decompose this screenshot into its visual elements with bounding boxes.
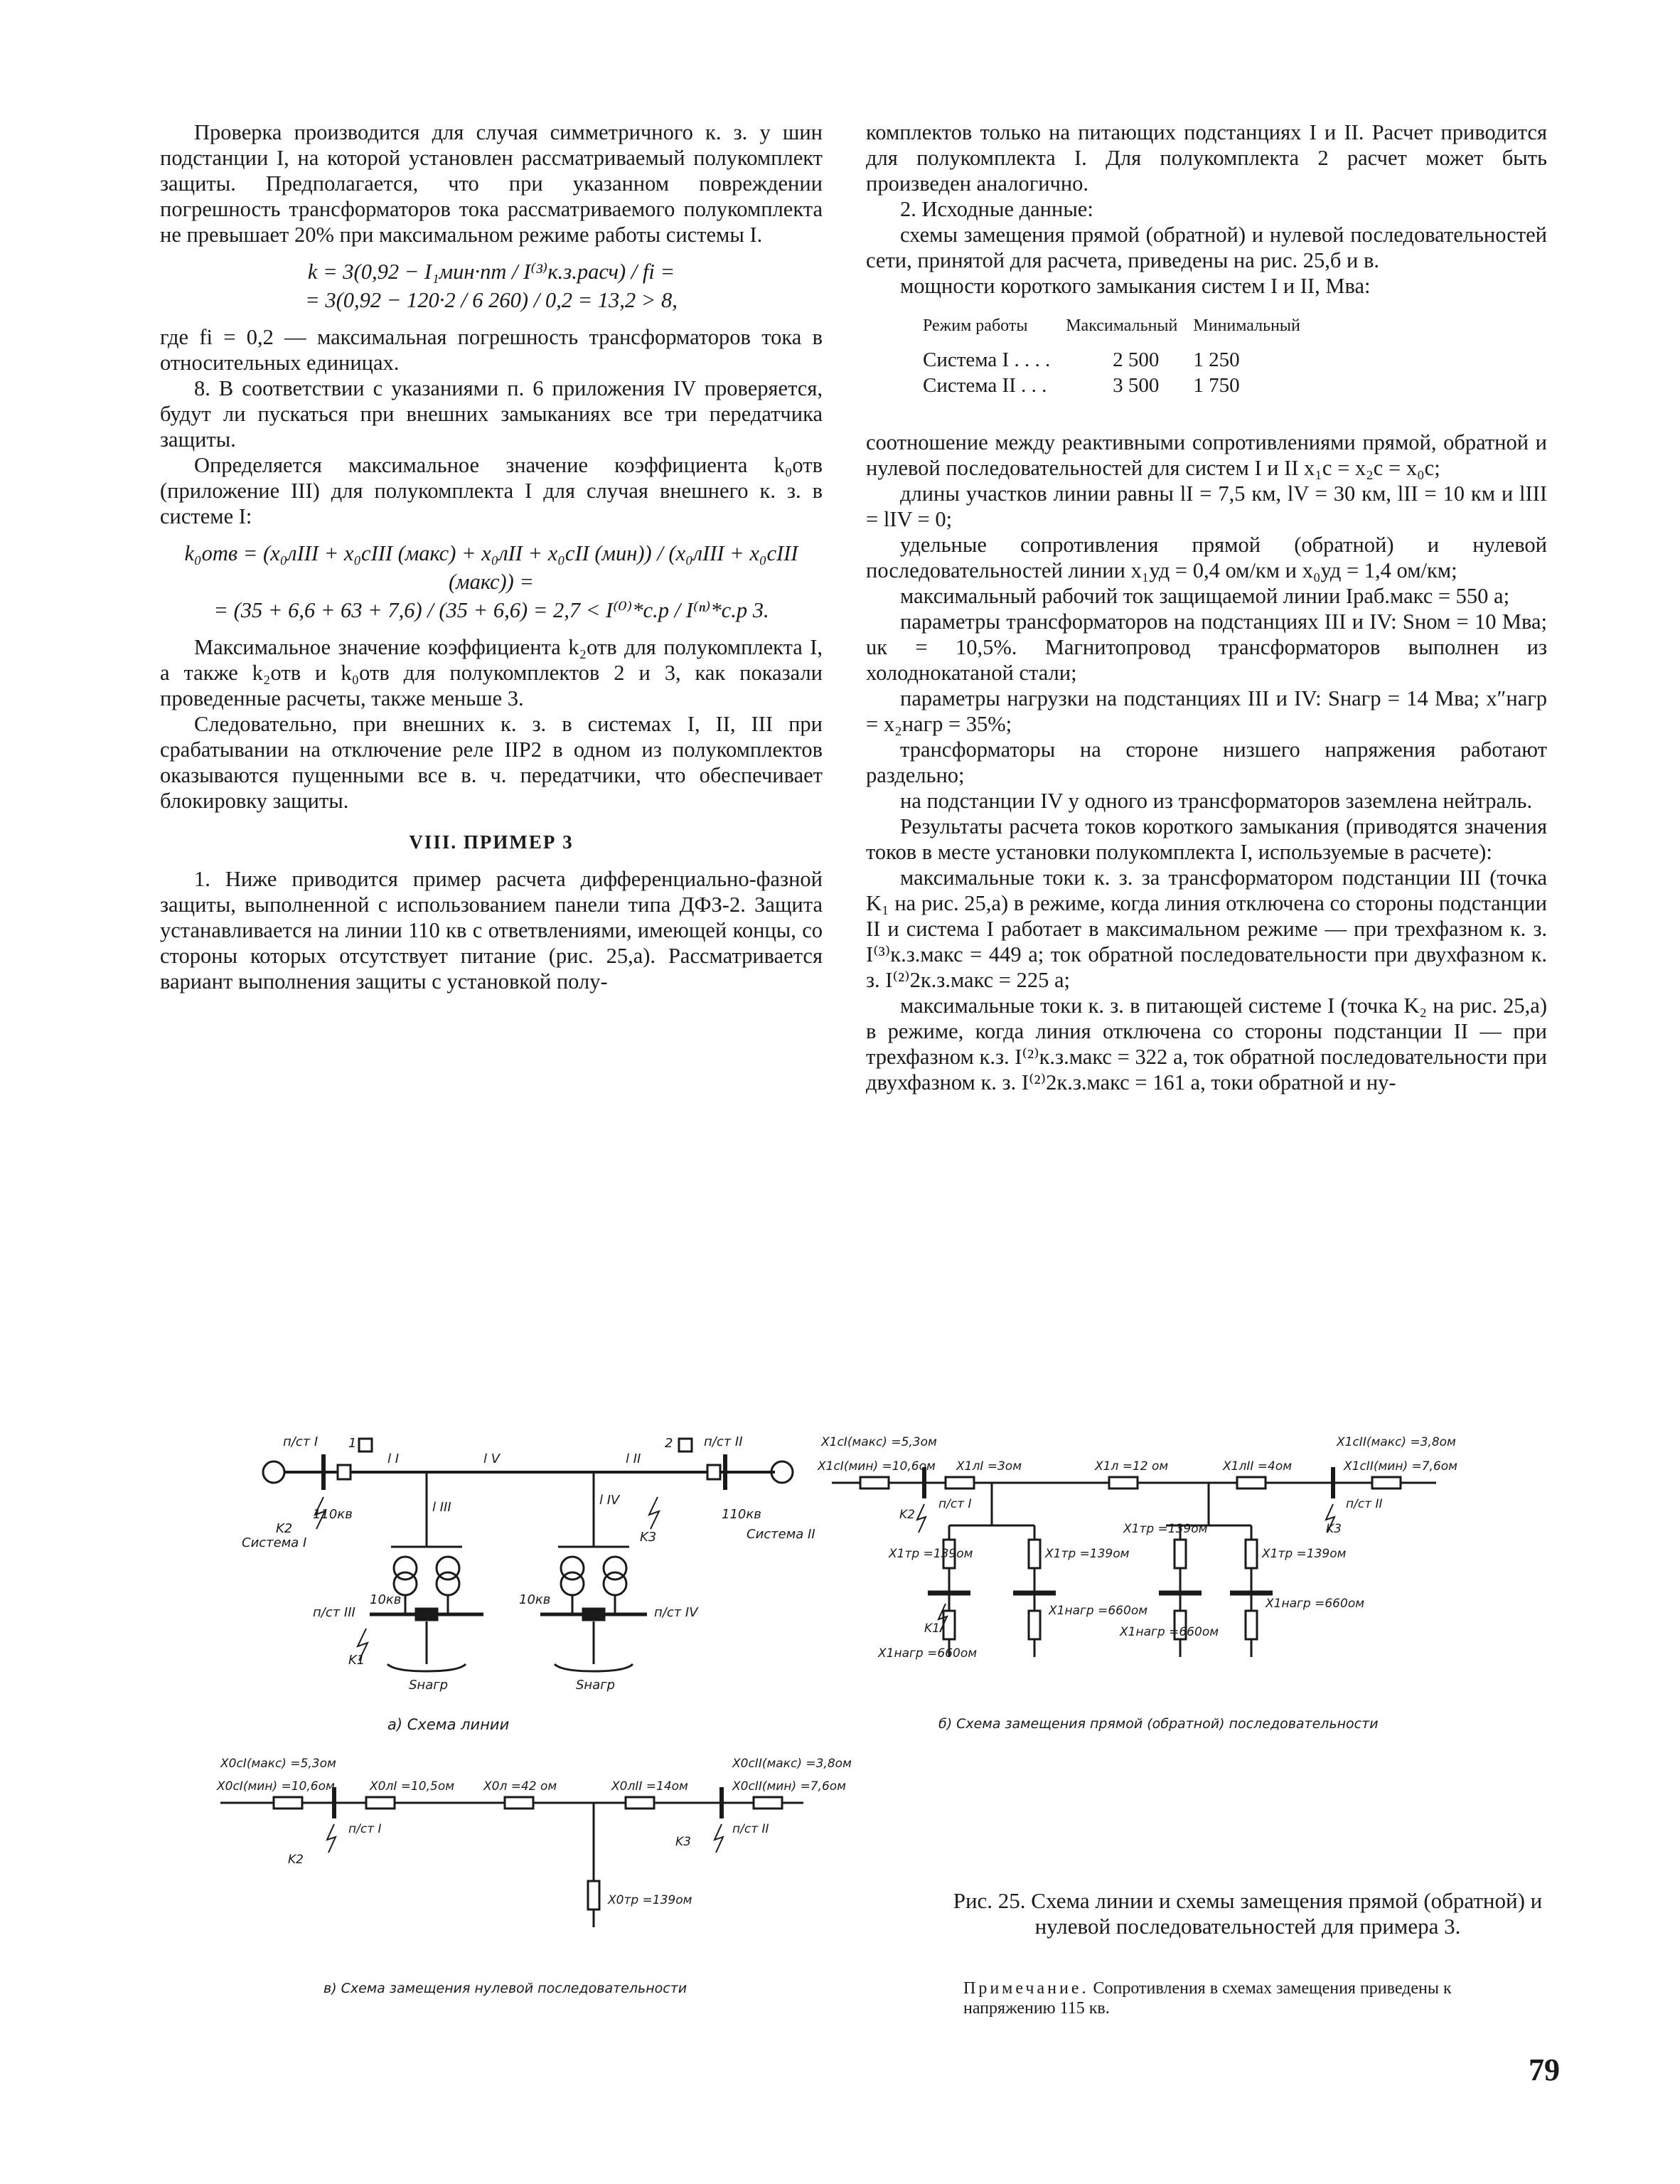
label-xtr: X1тр =139ом xyxy=(1045,1547,1130,1561)
label-k3: K3 xyxy=(1326,1522,1342,1536)
label-l2: l II xyxy=(626,1451,641,1466)
figure-label-c: в) Схема замещения нулевой последовательности xyxy=(323,1981,687,1996)
fault-arrow-k3 xyxy=(649,1497,659,1529)
section-switch-icon xyxy=(416,1609,437,1620)
page-number: 79 xyxy=(1529,2052,1560,2087)
paragraph: максимальные токи к. з. в питающей системе I (точка K₂ на рис. 25,а) в режиме, когда линия отключена со стороны подстанции II — при трехфазном к.з. I⁽²⁾к.з.макс = 322 а, ток обратной последовательности при двухфазном к. з. I⁽²⁾2к.з.макс = 161 а, токи обратной и ну- xyxy=(866,994,1547,1094)
paragraph: параметры трансформаторов на подстанциях III и IV: Sном = 10 Мва; uк = 10,5%. Магнитопровод трансформаторов выполнен из холоднокатаной стали; xyxy=(866,609,1547,685)
ct-icon xyxy=(338,1465,351,1479)
label-k1: K1 xyxy=(348,1653,365,1668)
relay-icon xyxy=(359,1439,372,1451)
paragraph: длины участков линии равны lI = 7,5 км, lV = 30 км, lII = 10 км и lIII = lIV = 0; xyxy=(866,481,1547,531)
label-ps1: п/ст I xyxy=(283,1434,319,1449)
figure-caption: Рис. 25. Схема линии и схемы замещения прямой (обратной) и нулевой последовательностей для примера 3. xyxy=(953,1888,1543,1939)
label-x1l1: X1лI =3ом xyxy=(956,1459,1022,1474)
label-xtr: X1тр =139ом xyxy=(1262,1547,1347,1561)
table-cell: 1 750 xyxy=(1193,374,1240,397)
label-x1c2max: X1cII(макс) =3,8ом xyxy=(1337,1435,1456,1449)
label-10kv: 10кв xyxy=(370,1592,402,1607)
label-l1: l I xyxy=(387,1451,400,1466)
label-ps3: п/ст III xyxy=(313,1605,355,1620)
paragraph: Проверка производится для случая симметричного к. з. у шин подстанции I, на которой установлен рассматриваемый полукомплект защиты. Предполагается, что при указанном повреждении погрешность трансформаторов тока рассматриваемого полукомплекта не превышает 20% при максимальном режиме работы системы I. xyxy=(160,120,823,247)
table-cell: Система II . . . xyxy=(923,374,1047,397)
label-l4: l IV xyxy=(599,1493,620,1508)
label-xload: X1нагр =660ом xyxy=(1120,1625,1219,1639)
label-xload: X1нагр =660ом xyxy=(878,1646,978,1661)
label-l5: l V xyxy=(483,1451,501,1466)
label-x0c2max: X0cII(макс) =3,8ом xyxy=(732,1757,852,1771)
relay-icon xyxy=(679,1439,692,1451)
label-k3: K3 xyxy=(640,1530,657,1545)
label-x1cmax: X1cI(макс) =5,3ом xyxy=(821,1435,937,1449)
paragraph: Максимальное значение коэффициента k₂отв для полукомплекта I, а также k₂отв и k₀отв для полукомплектов 2 и 3, как показали проведенные расчеты, также меньше 3. xyxy=(160,635,823,710)
table-cell: 3 500 xyxy=(1113,374,1160,397)
transformer-icon xyxy=(604,1572,626,1595)
label-x1l2: X1лII =4ом xyxy=(1223,1459,1293,1474)
section-heading: VIII. ПРИМЕР 3 xyxy=(409,831,574,853)
table-cell: 2 500 xyxy=(1113,348,1160,371)
label-xtr: X1тр =139ом xyxy=(889,1547,973,1561)
fault-arrow-k2 xyxy=(327,1824,336,1853)
resistor-icon xyxy=(1372,1477,1401,1488)
ct-icon xyxy=(707,1465,720,1479)
paragraph: на подстанции IV у одного из трансформаторов заземлена нейтраль. xyxy=(900,789,1533,813)
label-ps2: п/ст II xyxy=(1346,1497,1383,1511)
paragraph: максимальные токи к. з. за трансформатором подстанции III (точка K₁ на рис. 25,а) в режиме, когда линия отключена со стороны подстанции II и система I работает в максимальном режиме — при трехфазном к. з. I⁽³⁾к.з.макс = 449 а; ток обратной последовательности при двухфазном к. з. I⁽²⁾2к.з.макс = 225 а; xyxy=(866,865,1547,992)
diagram-a-line-scheme xyxy=(242,1434,815,1693)
formula-line: k = 3(0,92 − I₁мин·nт / I⁽³⁾к.з.расч) / fi = xyxy=(307,260,675,284)
paragraph: параметры нагрузки на подстанциях III и IV: Sнагр = 14 Мва; x″нагр = x₂нагр = 35%; xyxy=(866,686,1547,736)
formula-kotv xyxy=(160,539,823,624)
table-row xyxy=(923,347,1316,373)
resistor-icon xyxy=(754,1797,782,1809)
paragraph: комплектов только на питающих подстанциях I и II. Расчет приводится для полукомплекта I. Для полукомплекта 2 расчет может быть произведен аналогично. xyxy=(866,120,1547,196)
label-x0l: X0л =42 ом xyxy=(483,1779,557,1794)
paragraph: мощности короткого замыкания систем I и II, Мва: xyxy=(900,274,1371,298)
resistor-icon xyxy=(588,1881,599,1909)
paragraph: Следовательно, при внешних к. з. в системах I, II, III при срабатывании на отключение реле IIP2 в одном из полукомплектов оказываются пущенными все в. ч. передатчики, что обеспечивает блокировку защиты. xyxy=(160,712,823,813)
left-column xyxy=(160,119,823,994)
generator-icon-system-1 xyxy=(263,1461,284,1483)
resistor-icon xyxy=(1246,1540,1257,1568)
label-ps4: п/ст IV xyxy=(654,1605,698,1620)
note-text: Сопротивления в схемах замещения приведены к напряжению 115 кв. xyxy=(963,1979,1452,2018)
paragraph: удельные сопротивления прямой (обратной) и нулевой последовательностей линии x₁уд = 0,4 ом/км и x₀уд = 1,4 ом/км; xyxy=(866,533,1547,582)
paragraph: схемы замещения прямой (обратной) и нулевой последовательностей сети, принятой для расчета, приведены на рис. 25,б и в. xyxy=(866,223,1547,272)
resistor-icon xyxy=(860,1477,889,1488)
label-x1cmin: X1cI(мин) =10,6ом xyxy=(818,1459,936,1474)
label-x1l: X1л =12 ом xyxy=(1095,1459,1169,1474)
load-brace xyxy=(555,1664,633,1671)
table-cell: Система I . . . . xyxy=(923,348,1051,371)
figure-note xyxy=(963,1978,1532,2018)
resistor-icon xyxy=(274,1797,302,1809)
table-header-row xyxy=(923,313,1316,347)
diagram-c-zero-sequence xyxy=(216,1757,852,1927)
label-1: 1 xyxy=(348,1436,357,1451)
label-ps1: п/ст I xyxy=(348,1822,382,1836)
paragraph: Результаты расчета токов короткого замыкания (приводятся значения токов в месте установки полукомплекта I, используемые в расчете): xyxy=(866,814,1547,864)
transformer-icon xyxy=(437,1572,459,1595)
fault-arrow-k2 xyxy=(917,1504,926,1533)
resistor-icon xyxy=(943,1611,955,1639)
note-heading: Примечание. xyxy=(963,1979,1089,1998)
paragraph: 1. Ниже приводится пример расчета дифференциально-фазной защиты, выполненной с использованием панели типа ДФЗ-2. Защита устанавливается на линии 110 кв с ответвлениями, имеющей концы, со стороны которых отсутствует питание (рис. 25,а). Рассматривается вариант выполнения защиты с установкой полу- xyxy=(160,867,823,994)
paragraph: 2. Исходные данные: xyxy=(900,197,1093,221)
label-xtr: X1тр =139ом xyxy=(1123,1522,1208,1536)
label-k1: K1 xyxy=(924,1621,940,1636)
resistor-icon xyxy=(1246,1611,1257,1639)
resistor-icon xyxy=(1237,1477,1266,1488)
label-x0tr: X0тр =139ом xyxy=(608,1893,692,1907)
label-system2: Система II xyxy=(747,1527,815,1542)
resistor-icon xyxy=(946,1477,974,1488)
resistor-icon xyxy=(366,1797,395,1809)
label-sload: Sнагр xyxy=(409,1678,449,1693)
figure-label-b: б) Схема замещения прямой (обратной) последовательности xyxy=(938,1716,1379,1732)
right-column xyxy=(866,119,1547,1095)
label-x0l2: X0лII =14ом xyxy=(611,1779,688,1794)
label-k3: K3 xyxy=(675,1835,691,1849)
label-k2: K2 xyxy=(288,1853,304,1867)
table-cell: 1 250 xyxy=(1193,348,1240,371)
power-table xyxy=(923,313,1316,398)
diagram-b-positive-sequence xyxy=(817,1435,1457,1661)
table-row xyxy=(923,373,1316,398)
table-header: Минимальный xyxy=(1193,316,1300,335)
label-x1c2min: X1cII(мин) =7,6ом xyxy=(1344,1459,1457,1474)
label-ps2: п/ст II xyxy=(732,1822,769,1836)
paragraph: трансформаторы на стороне низшего напряжения работают раздельно; xyxy=(866,737,1547,787)
label-x0cmin: X0cI(мин) =10,6ом xyxy=(217,1779,335,1794)
fault-arrow-k3 xyxy=(715,1824,723,1853)
formula-k xyxy=(160,257,823,314)
resistor-icon xyxy=(626,1797,654,1809)
label-2: 2 xyxy=(665,1436,673,1451)
label-x0cmax: X0cI(макс) =5,3ом xyxy=(220,1757,336,1771)
label-ps2: п/ст II xyxy=(704,1434,743,1449)
load-brace xyxy=(387,1664,466,1671)
transformer-icon xyxy=(561,1572,584,1595)
label-sload: Sнагр xyxy=(576,1678,616,1693)
label-110kv: 110кв xyxy=(313,1507,353,1522)
label-10kv: 10кв xyxy=(519,1592,551,1607)
formula-line: k₀отв = (x₀лIII + x₀cIII (макс) + x₀лII + x₀cII (мин)) / (x₀лIII + x₀cIII (макс)) = xyxy=(184,541,798,594)
paragraph: где fi = 0,2 — максимальная погрешность трансформаторов тока в относительных единицах. xyxy=(160,325,823,375)
paragraph: максимальный рабочий ток защищаемой линии Iраб.макс = 550 а; xyxy=(900,584,1510,608)
table-header: Максимальный xyxy=(1066,316,1178,335)
formula-line: = 3(0,92 − 120·2 / 6 260) / 0,2 = 13,2 > 8, xyxy=(305,288,678,312)
label-ps1: п/ст I xyxy=(938,1497,972,1511)
label-system1: Система I xyxy=(242,1535,307,1550)
resistor-icon xyxy=(1175,1540,1186,1568)
paragraph: соотношение между реактивными сопротивлениями прямой, обратной и нулевой последовательностей для систем I и II x₁c = x₂c = x₀c; xyxy=(866,430,1547,480)
paragraph: 8. В соответствии с указаниями п. 6 приложения IV проверяется, будут ли пускаться при внешних замыканиях все три передатчика защиты. xyxy=(160,376,823,452)
label-110kv: 110кв xyxy=(722,1507,761,1522)
resistor-icon xyxy=(1109,1477,1138,1488)
section-switch-icon xyxy=(583,1609,604,1620)
table-header: Режим работы xyxy=(923,316,1028,335)
resistor-icon xyxy=(1029,1611,1040,1639)
label-x0l1: X0лI =10,5ом xyxy=(370,1779,455,1794)
label-xload: X1нагр =660ом xyxy=(1266,1597,1365,1611)
paragraph: Определяется максимальное значение коэффициента k₀отв (приложение III) для полукомплекта I для случая внешнего к. з. в системе I: xyxy=(160,453,823,528)
label-l3: l III xyxy=(432,1500,451,1515)
resistor-icon xyxy=(1029,1540,1040,1568)
label-x0c2min: X0cII(мин) =7,6ом xyxy=(732,1779,846,1794)
figure-label-a: а) Схема линии xyxy=(387,1716,510,1733)
resistor-icon xyxy=(505,1797,533,1809)
formula-line: = (35 + 6,6 + 63 + 7,6) / (35 + 6,6) = 2,7 < I⁽⁰⁾*с.р / I⁽ⁿ⁾*с.р 3. xyxy=(213,598,769,622)
label-k2: K2 xyxy=(899,1508,915,1522)
label-xload: X1нагр =660ом xyxy=(1049,1604,1148,1618)
label-k2: K2 xyxy=(276,1521,293,1536)
